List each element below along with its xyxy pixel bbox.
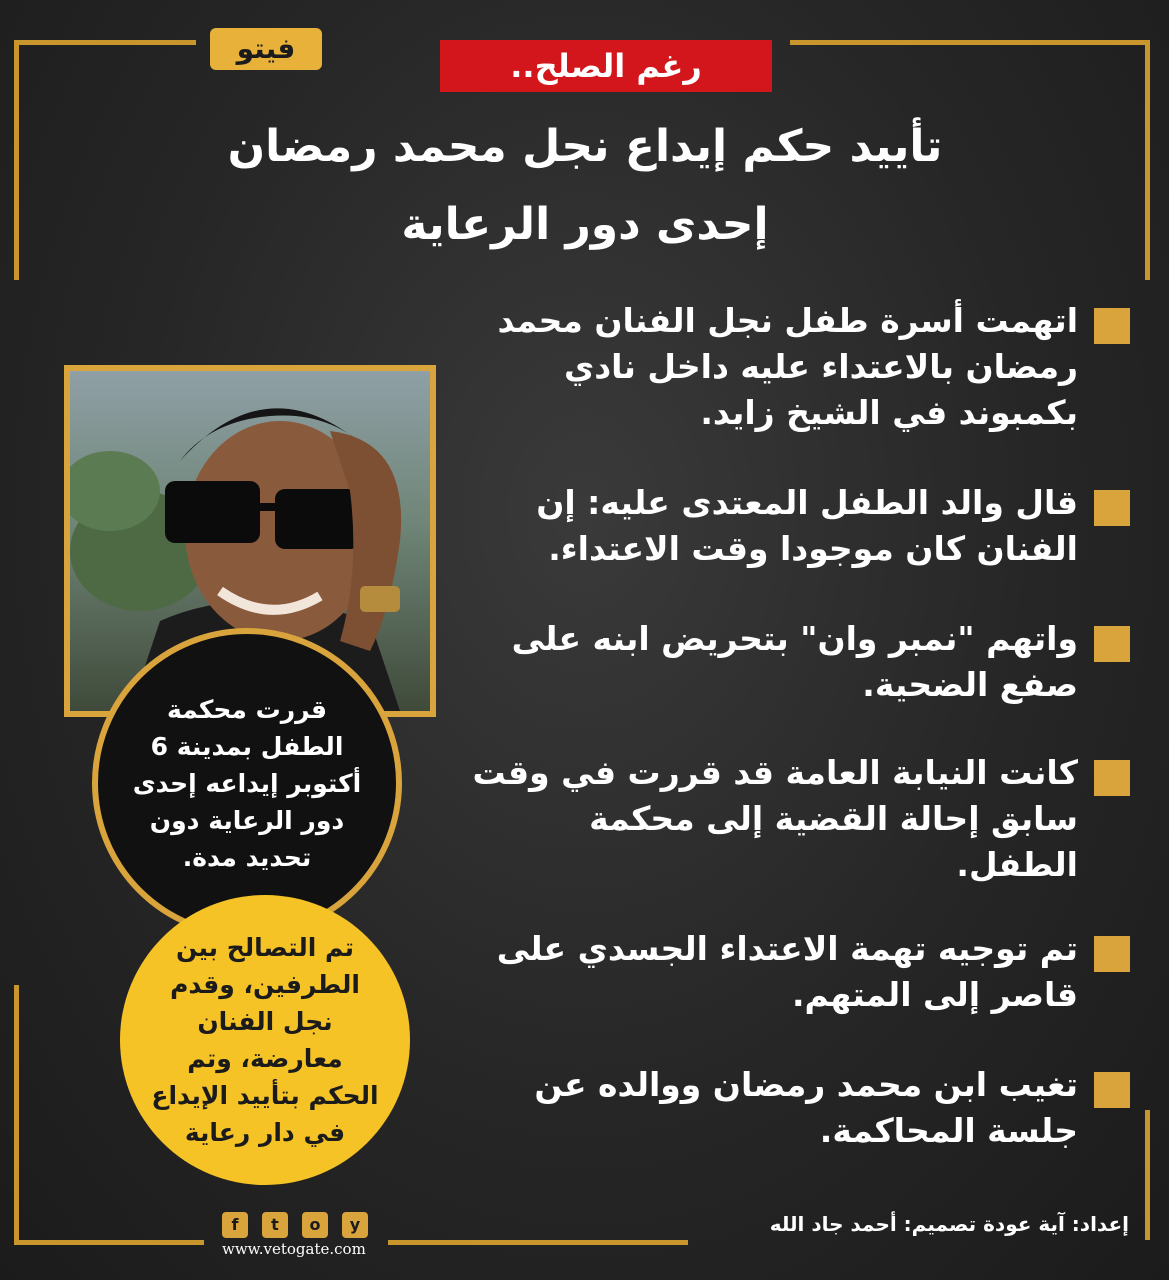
reconciliation-circle xyxy=(120,895,410,1185)
list-item xyxy=(470,298,1130,436)
square-bullet-icon xyxy=(1094,490,1130,526)
veto-logo: فيتو xyxy=(210,28,322,70)
website-url[interactable]: www.vetogate.com xyxy=(222,1240,366,1258)
frame-bottom-left-horizontal xyxy=(14,1240,204,1245)
bullet-text: قال والد الطفل المعتدى عليه: إن الفنان كان موجودا وقت الاعتداء. xyxy=(536,483,1078,568)
frame-top-left-vertical xyxy=(14,40,19,280)
list-item xyxy=(470,926,1130,1018)
kicker-banner: رغم الصلح.. xyxy=(440,40,772,92)
court-decision-text: قررت محكمة الطفل بمدينة 6 أكتوبر إيداعه إحدى دور الرعاية دون تحديد مدة. xyxy=(132,694,362,872)
instagram-icon[interactable]: o xyxy=(302,1212,328,1238)
square-bullet-icon xyxy=(1094,1072,1130,1108)
credits: إعداد: آية عودة تصميم: أحمد جاد الله xyxy=(769,1212,1129,1236)
bullet-text: كانت النيابة العامة قد قررت في وقت سابق إحالة القضية إلى محكمة الطفل. xyxy=(472,753,1078,884)
list-item xyxy=(470,750,1130,888)
social-icons xyxy=(222,1212,368,1238)
headline xyxy=(180,108,990,264)
headline-line-1: تأييد حكم إيداع نجل محمد رمضان xyxy=(227,121,943,172)
square-bullet-icon xyxy=(1094,308,1130,344)
bullet-text: تغيب ابن محمد رمضان ووالده عن جلسة المحاكمة. xyxy=(534,1065,1078,1150)
list-item xyxy=(470,616,1130,708)
square-bullet-icon xyxy=(1094,936,1130,972)
list-item xyxy=(470,1062,1130,1154)
bullet-text: تم توجيه تهمة الاعتداء الجسدي على قاصر إلى المتهم. xyxy=(496,929,1078,1014)
list-item xyxy=(470,480,1130,572)
bullet-text: اتهمت أسرة طفل نجل الفنان محمد رمضان بالاعتداء عليه داخل نادي بكمبوند في الشيخ زايد. xyxy=(497,301,1078,432)
frame-bottom-left-vertical xyxy=(14,985,19,1245)
facebook-icon[interactable]: f xyxy=(222,1212,248,1238)
square-bullet-icon xyxy=(1094,626,1130,662)
court-decision-circle xyxy=(92,628,402,938)
frame-top-right-vertical xyxy=(1145,40,1150,280)
square-bullet-icon xyxy=(1094,760,1130,796)
youtube-icon[interactable]: y xyxy=(342,1212,368,1238)
twitter-icon[interactable]: t xyxy=(262,1212,288,1238)
bullet-text: واتهم "نمبر وان" بتحريض ابنه على صفع الضحية. xyxy=(511,619,1078,704)
reconciliation-text: تم التصالح بين الطرفين، وقدم نجل الفنان معارضة، وتم الحكم بتأييد الإيداع في دار رعاية xyxy=(151,933,379,1147)
frame-top-left-horizontal xyxy=(14,40,196,45)
frame-bottom-mid-horizontal xyxy=(388,1240,688,1245)
frame-bottom-right-vertical xyxy=(1145,1110,1150,1240)
frame-top-right-horizontal xyxy=(790,40,1150,45)
headline-line-2: إحدى دور الرعاية xyxy=(401,199,769,250)
